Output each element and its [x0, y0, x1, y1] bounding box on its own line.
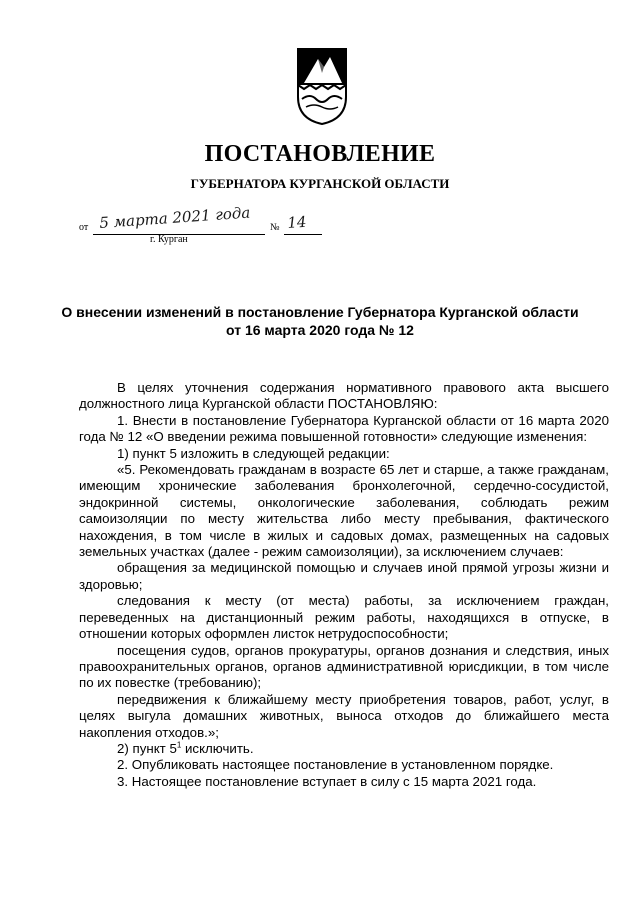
document-subject [0, 303, 640, 339]
paragraph-subitem-1: 1) пункт 5 изложить в следующей редакции: [117, 445, 390, 461]
subject-line-1: О внесении изменений в постановление Губернатора Курганской области [61, 304, 579, 320]
paragraph-item-3: 3. Настоящее постановление вступает в силу с 15 марта 2021 года. [117, 773, 537, 789]
number-underline [284, 234, 322, 235]
handwritten-date: 5 марта 2021 года [98, 203, 251, 232]
superscript-1: 1 [176, 740, 182, 750]
number-prefix: № [270, 222, 280, 233]
subject-line-2: от 16 марта 2020 года № 12 [226, 322, 414, 338]
paragraph-exception-medical: обращения за медицинской помощью и случаев иной прямой угрозы жизни и здоровью; [79, 560, 609, 592]
city-label: г. Курган [150, 234, 188, 245]
paragraph-exception-courts: посещения судов, органов прокуратуры, органов дознания и следствия, иных правоохранительных органов, органов административной юрисдикции, в том числе по их повестке (требованию); [79, 642, 609, 691]
document-body [79, 380, 609, 790]
paragraph-preamble: В целях уточнения содержания нормативного правового акта высшего должностного лица Курганской области ПОСТАНОВЛЯЮ: [79, 380, 609, 412]
paragraph-item-2: 2. Опубликовать настоящее постановление в установленном порядке. [117, 757, 554, 773]
paragraph-exception-work: следования к месту (от места) работы, за исключением граждан, переведенных на дистанционный режим работы, находящихся в отпуске, в отношении которых оформлен листок нетрудоспособности; [79, 593, 609, 642]
handwritten-number: 14 [286, 212, 308, 232]
paragraph-subitem-2 [79, 741, 609, 757]
paragraph-new-point-5: «5. Рекомендовать гражданам в возрасте 65 лет и старше, а также гражданам, имеющим хронические заболевания бронхолегочной, сердечно-сосудистой, эндокринной системы, онкологические заболевания, соблюдать режим самоизоляции по месту жительства либо месту пребывания, фактического нахождения, в том числе в жилых и садовых домах, размещенных на садовых земельных участках (далее - режим самоизоляции), за исключением случаев: [79, 462, 609, 560]
document-subtitle: ГУБЕРНАТОРА КУРГАНСКОЙ ОБЛАСТИ [190, 176, 450, 191]
coat-of-arms-icon [296, 47, 348, 125]
date-prefix: от [79, 222, 89, 233]
subitem-2-end: исключить. [181, 740, 254, 756]
subitem-2-text: 2) пункт 5 [117, 740, 177, 756]
paragraph-exception-shopping: передвижения к ближайшему месту приобретения товаров, работ, услуг, в целях выгула домашних животных, выноса отходов до ближайшего места накопления отходов.»; [79, 691, 609, 740]
document-title: ПОСТАНОВЛЕНИЕ [204, 141, 436, 167]
paragraph-item-1: 1. Внести в постановление Губернатора Курганской области от 16 марта 2020 года № 12 «О введении режима повышенной готовности» следующие изменения: [79, 412, 609, 445]
